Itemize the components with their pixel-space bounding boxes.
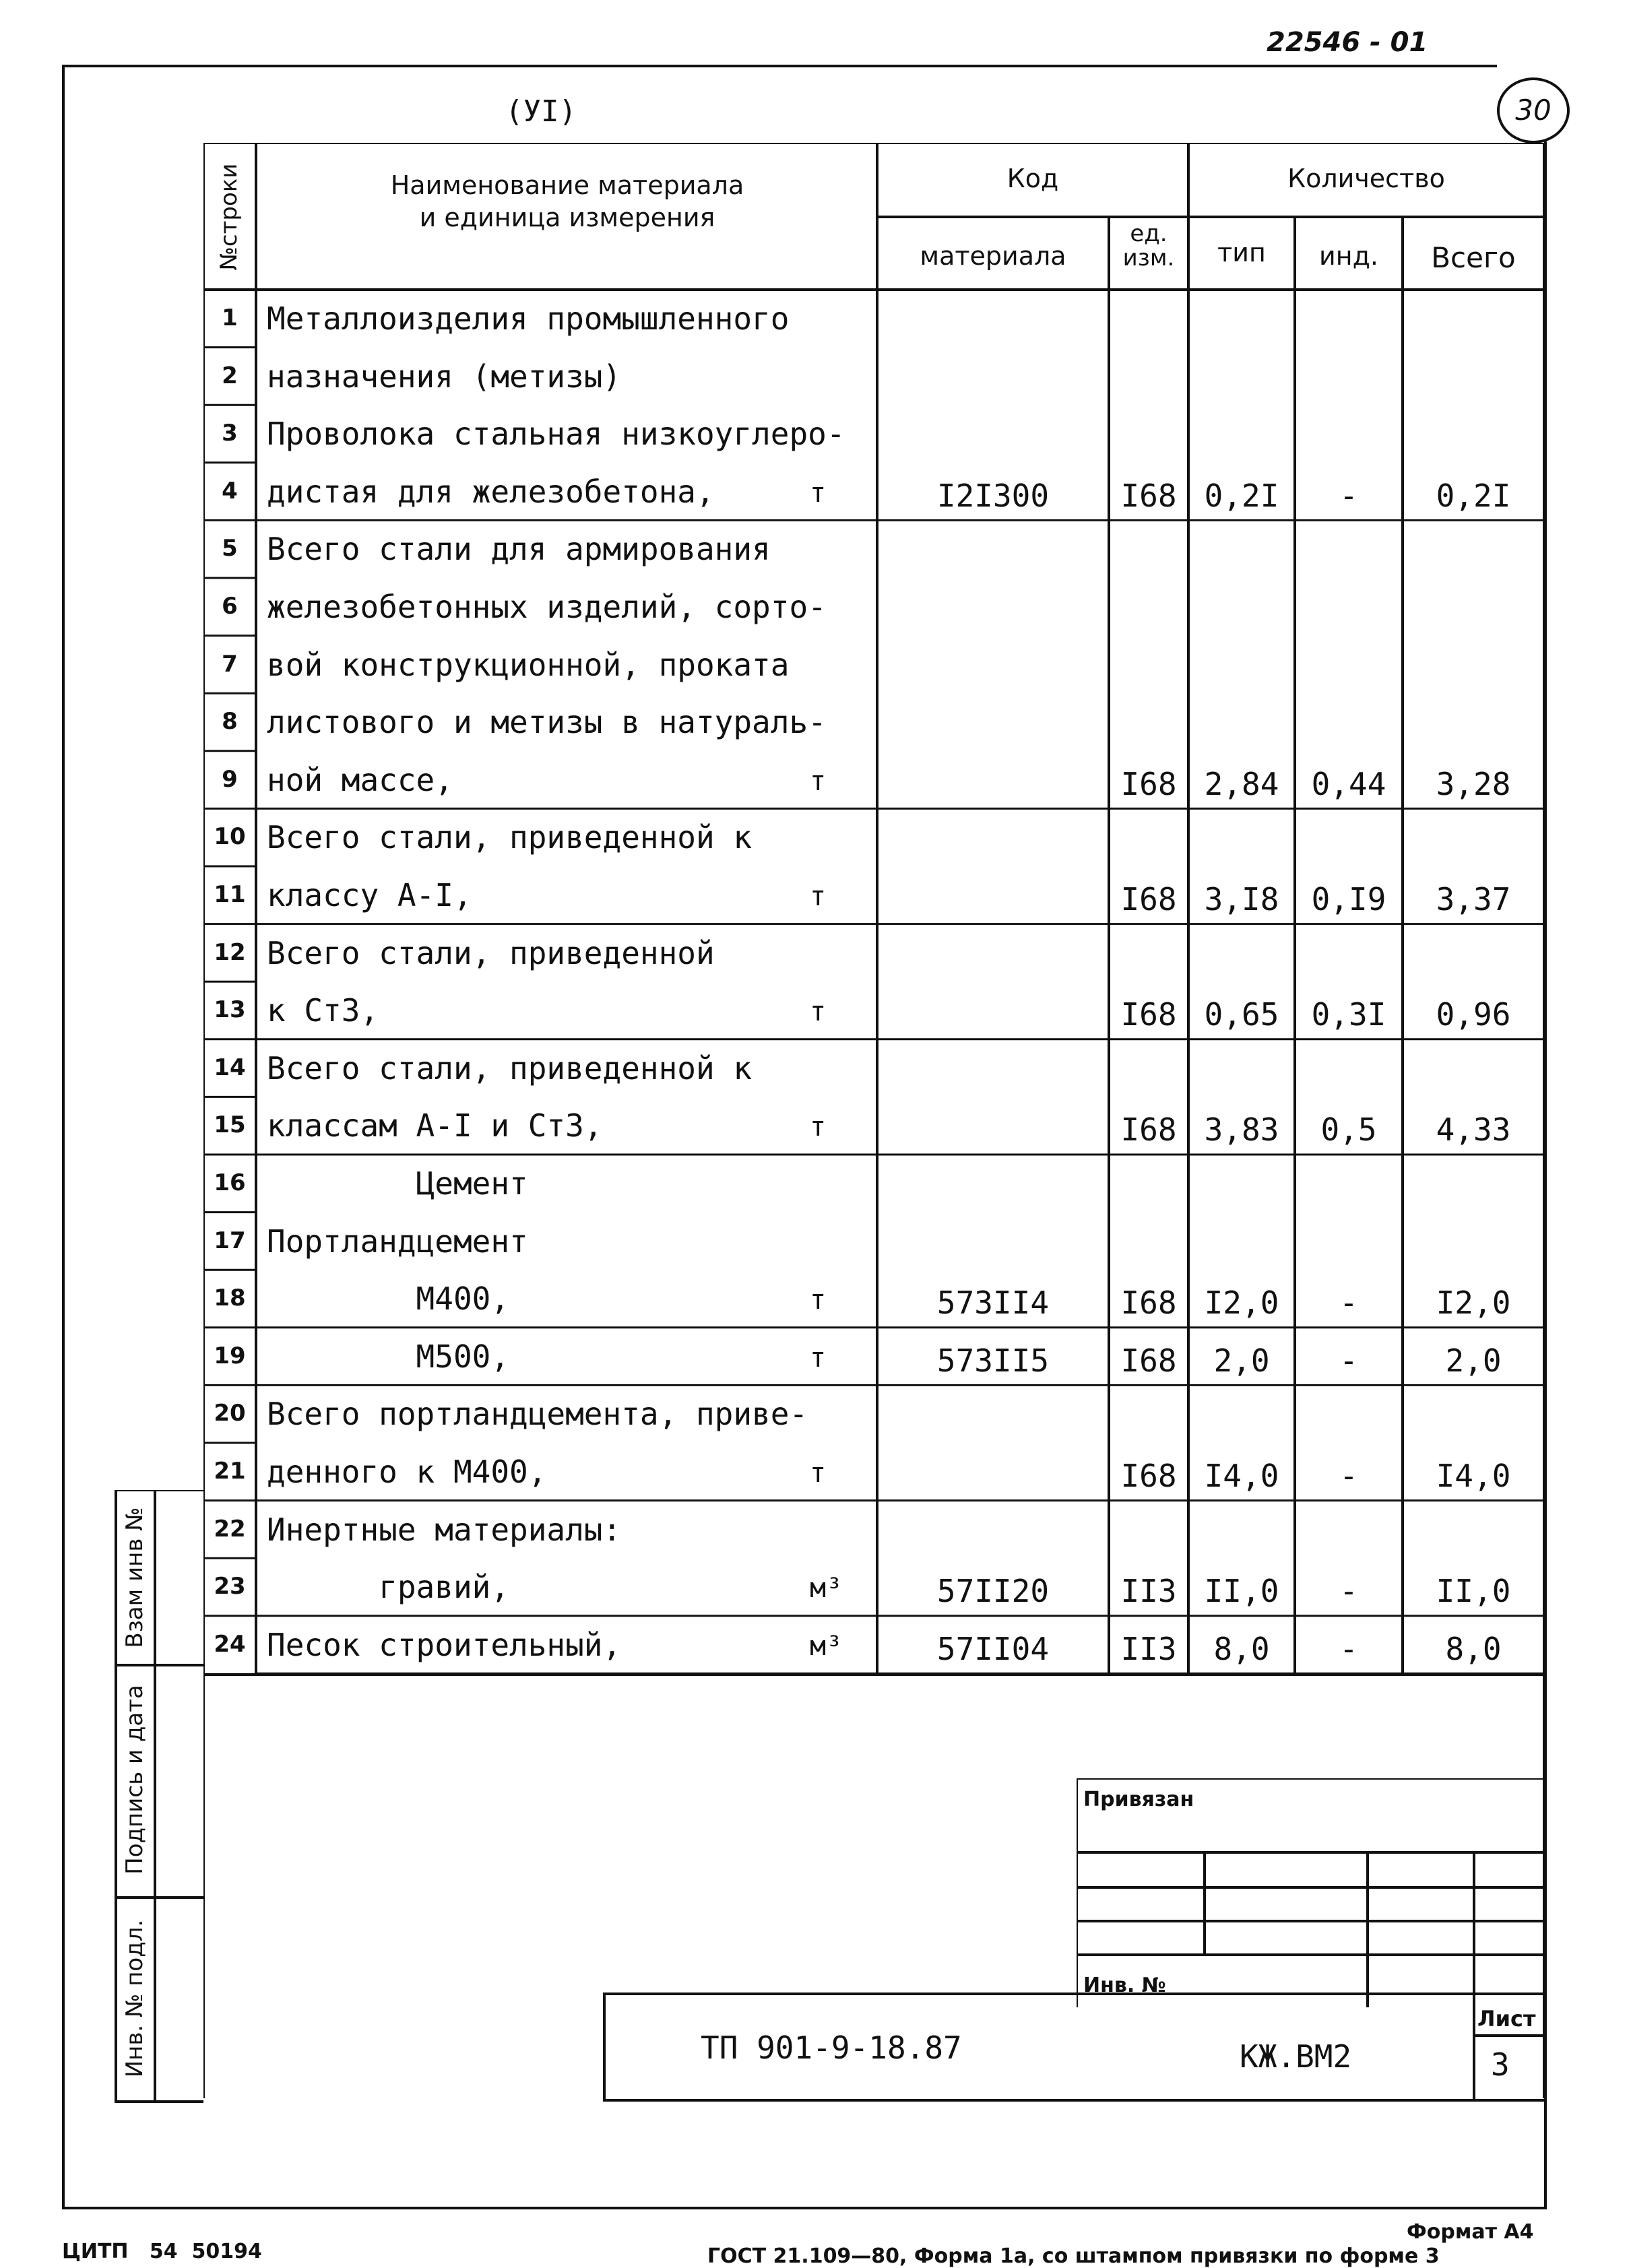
- frame-left: [62, 65, 65, 2207]
- row-number: 4: [222, 477, 238, 505]
- material-name: Всего стали, приведенной к: [267, 819, 753, 856]
- material-name: Всего стали, приведенной: [267, 934, 715, 971]
- table-row: [203, 1097, 1544, 1155]
- cell-total: I4,0: [1436, 1458, 1511, 1494]
- row-number: 3: [222, 420, 238, 447]
- table-row: [203, 463, 1544, 521]
- cell-typ: II,0: [1204, 1573, 1279, 1610]
- unit-symbol: т: [810, 996, 827, 1028]
- unit-symbol: т: [810, 1342, 827, 1373]
- cell-unit: I68: [1120, 881, 1177, 917]
- table-row: [203, 751, 1544, 809]
- cell-code: 573II4: [936, 1285, 1050, 1322]
- frame-top: [62, 65, 1497, 67]
- cell-unit: I68: [1120, 477, 1177, 514]
- row-number: 14: [214, 1054, 246, 1081]
- material-name: классу А-I,: [267, 877, 472, 913]
- cell-unit: I68: [1120, 1111, 1177, 1148]
- quantity-header: Количество: [1287, 164, 1445, 193]
- sheet-number: 3: [1491, 2046, 1510, 2083]
- cell-typ: 3,83: [1204, 1111, 1279, 1148]
- table-row: [203, 578, 1544, 636]
- row-number: 2: [222, 362, 238, 389]
- cell-ind: -: [1339, 1458, 1358, 1494]
- material-name: дистая для железобетона,: [267, 473, 715, 510]
- frame-right: [1544, 141, 1547, 2209]
- row-number: 6: [222, 593, 238, 620]
- row-number: 8: [222, 708, 238, 736]
- table-row: [203, 1501, 1544, 1559]
- drawing-code: КЖ.ВМ2: [1240, 2038, 1352, 2075]
- unit-symbol: т: [810, 765, 827, 797]
- unit-symbol: т: [810, 1285, 827, 1316]
- cell-total: 2,0: [1445, 1342, 1502, 1379]
- title-block: [603, 1992, 1544, 2102]
- cell-typ: I2,0: [1204, 1285, 1279, 1322]
- document-reference: 22546 - 01: [1267, 27, 1428, 58]
- cell-ind: -: [1339, 1342, 1358, 1379]
- binding-stamp: [1077, 1778, 1544, 2007]
- material-name: Портландцемент: [267, 1223, 528, 1260]
- material-name: вой конструкционной, проката: [267, 646, 790, 683]
- ind-header: инд.: [1319, 241, 1378, 271]
- cell-code: 57II20: [936, 1573, 1050, 1610]
- table-row: [203, 981, 1544, 1039]
- cell-unit: I68: [1120, 1458, 1177, 1494]
- cell-code: I2I300: [936, 477, 1050, 514]
- table-row: [203, 808, 1544, 866]
- row-number: 18: [214, 1285, 246, 1312]
- table-row: [203, 1385, 1544, 1443]
- row-number: 21: [214, 1458, 246, 1485]
- row-number: 16: [214, 1169, 246, 1196]
- row-number: 12: [214, 938, 246, 966]
- material-name: Цемент: [267, 1165, 528, 1202]
- cell-unit: I68: [1120, 1342, 1177, 1379]
- table-row: [203, 348, 1544, 406]
- material-name: назначения (метизы): [267, 358, 622, 395]
- cell-unit: II3: [1120, 1630, 1177, 1667]
- cell-total: 0,96: [1436, 996, 1511, 1033]
- unit-header: ед. изм.: [1122, 220, 1175, 271]
- material-name: ной массе,: [267, 761, 453, 798]
- cell-ind: -: [1339, 1285, 1358, 1322]
- cell-total: 4,33: [1436, 1111, 1511, 1148]
- cell-typ: 0,65: [1204, 996, 1279, 1033]
- table-row: [203, 693, 1544, 751]
- cell-total: 8,0: [1445, 1630, 1502, 1667]
- cell-typ: I4,0: [1204, 1458, 1279, 1494]
- material-name: железобетонных изделий, сорто-: [267, 589, 827, 625]
- material-name: классам А-I и Ст3,: [267, 1107, 603, 1144]
- total-header: Всего: [1431, 241, 1516, 274]
- cell-total: 0,2I: [1436, 477, 1511, 514]
- row-number: 10: [214, 823, 246, 851]
- row-number: 9: [222, 765, 238, 793]
- page-number-circle: 30: [1497, 77, 1570, 143]
- row-number: 20: [214, 1400, 246, 1427]
- material-name: Инертные материалы:: [267, 1511, 622, 1548]
- table-row: [203, 520, 1544, 578]
- cell-unit: I68: [1120, 1285, 1177, 1322]
- row-number: 15: [214, 1111, 246, 1139]
- material-name: к Ст3,: [267, 992, 379, 1029]
- cell-typ: 8,0: [1213, 1630, 1270, 1667]
- frame-bottom: [62, 2207, 1547, 2209]
- table-row: [203, 1328, 1544, 1386]
- row-number: 19: [214, 1342, 246, 1369]
- table-row: [203, 1443, 1544, 1501]
- cell-typ: 3,I8: [1204, 881, 1279, 917]
- cell-total: I2,0: [1436, 1285, 1511, 1322]
- project-number: ТП 901-9-18.87: [701, 2030, 962, 2066]
- material-code-header: материала: [920, 241, 1066, 271]
- cell-ind: -: [1339, 1573, 1358, 1610]
- side-stamp: [115, 1490, 203, 2103]
- material-name: гравий,: [267, 1569, 510, 1606]
- cell-code: 57II04: [936, 1630, 1050, 1667]
- inventory-no-label: Инв. №: [1083, 1974, 1166, 1997]
- table-row: [203, 405, 1544, 463]
- cell-ind: 0,5: [1320, 1111, 1377, 1148]
- table-row: [203, 636, 1544, 694]
- material-name: листового и метизы в натураль-: [267, 704, 827, 741]
- cell-total: 3,28: [1436, 765, 1511, 802]
- original-inventory-label: Инв. № подл.: [121, 1919, 148, 2078]
- cell-unit: I68: [1120, 765, 1177, 802]
- row-number-header: №строки: [216, 163, 243, 271]
- cell-typ: 2,84: [1204, 765, 1279, 802]
- section-mark: (УI): [505, 94, 577, 129]
- material-name: Всего портландцемента, приве-: [267, 1396, 808, 1433]
- row-number: 24: [214, 1630, 246, 1658]
- footer-gost: ГОСТ 21.109—80, Форма 1а, со штампом привязки по форме 3: [707, 2244, 1440, 2268]
- row-number: 23: [214, 1573, 246, 1600]
- cell-typ: 2,0: [1213, 1342, 1270, 1379]
- cell-code: 573II5: [936, 1342, 1050, 1379]
- material-name: Всего стали, приведенной к: [267, 1049, 753, 1087]
- table-row: [203, 924, 1544, 982]
- row-number: 5: [222, 535, 238, 562]
- unit-symbol: т: [810, 881, 827, 912]
- cell-ind: -: [1339, 1630, 1358, 1667]
- table-row: [203, 290, 1544, 348]
- cell-typ: 0,2I: [1204, 477, 1279, 514]
- material-name: Песок строительный,: [267, 1626, 622, 1663]
- unit-symbol: т: [810, 1111, 827, 1143]
- material-name: денного к М400,: [267, 1454, 547, 1490]
- code-header: Код: [1006, 164, 1059, 193]
- material-name: М400,: [267, 1281, 510, 1318]
- row-number: 13: [214, 996, 246, 1024]
- unit-symbol: м³: [810, 1630, 843, 1662]
- replacement-inventory-label: Взам инв №: [121, 1507, 148, 1648]
- footer-format: Формат А4: [1407, 2220, 1534, 2244]
- signature-date-label: Подпись и дата: [121, 1685, 148, 1875]
- table-row: [203, 1558, 1544, 1616]
- cell-unit: II3: [1120, 1573, 1177, 1610]
- table-row: [203, 1270, 1544, 1328]
- material-name: Проволока стальная низкоуглеро-: [267, 416, 845, 453]
- table-row: [203, 1616, 1544, 1674]
- cell-total: 3,37: [1436, 881, 1511, 917]
- cell-ind: 0,3I: [1311, 996, 1386, 1033]
- name-header: Наименование материала и единица измерения: [390, 170, 744, 232]
- sheet-label: Лист: [1477, 2006, 1536, 2032]
- table-row: [203, 1039, 1544, 1097]
- unit-symbol: м³: [810, 1573, 843, 1605]
- row-number: 7: [222, 650, 238, 678]
- material-name: Металлоизделия промышленного: [267, 300, 790, 337]
- table-row: [203, 1155, 1544, 1212]
- row-number: 11: [214, 881, 246, 908]
- unit-symbol: т: [810, 477, 827, 509]
- cell-unit: I68: [1120, 996, 1177, 1033]
- material-name: Всего стали для армирования: [267, 531, 771, 568]
- typ-header: тип: [1217, 238, 1266, 267]
- cell-total: II,0: [1436, 1573, 1511, 1610]
- row-number: 17: [214, 1227, 246, 1254]
- row-number: 1: [222, 304, 238, 331]
- footer-organization: ЦИТП 54 50194: [62, 2240, 262, 2263]
- table-row: [203, 1212, 1544, 1270]
- binding-stamp-grid: [1077, 1778, 1544, 2007]
- unit-symbol: т: [810, 1458, 827, 1489]
- table-row: [203, 866, 1544, 924]
- cell-ind: -: [1339, 477, 1358, 514]
- cell-ind: 0,44: [1311, 765, 1386, 802]
- material-name: М500,: [267, 1338, 510, 1375]
- cell-ind: 0,I9: [1311, 881, 1386, 917]
- binding-label: Привязан: [1083, 1788, 1194, 1811]
- row-number: 22: [214, 1515, 246, 1543]
